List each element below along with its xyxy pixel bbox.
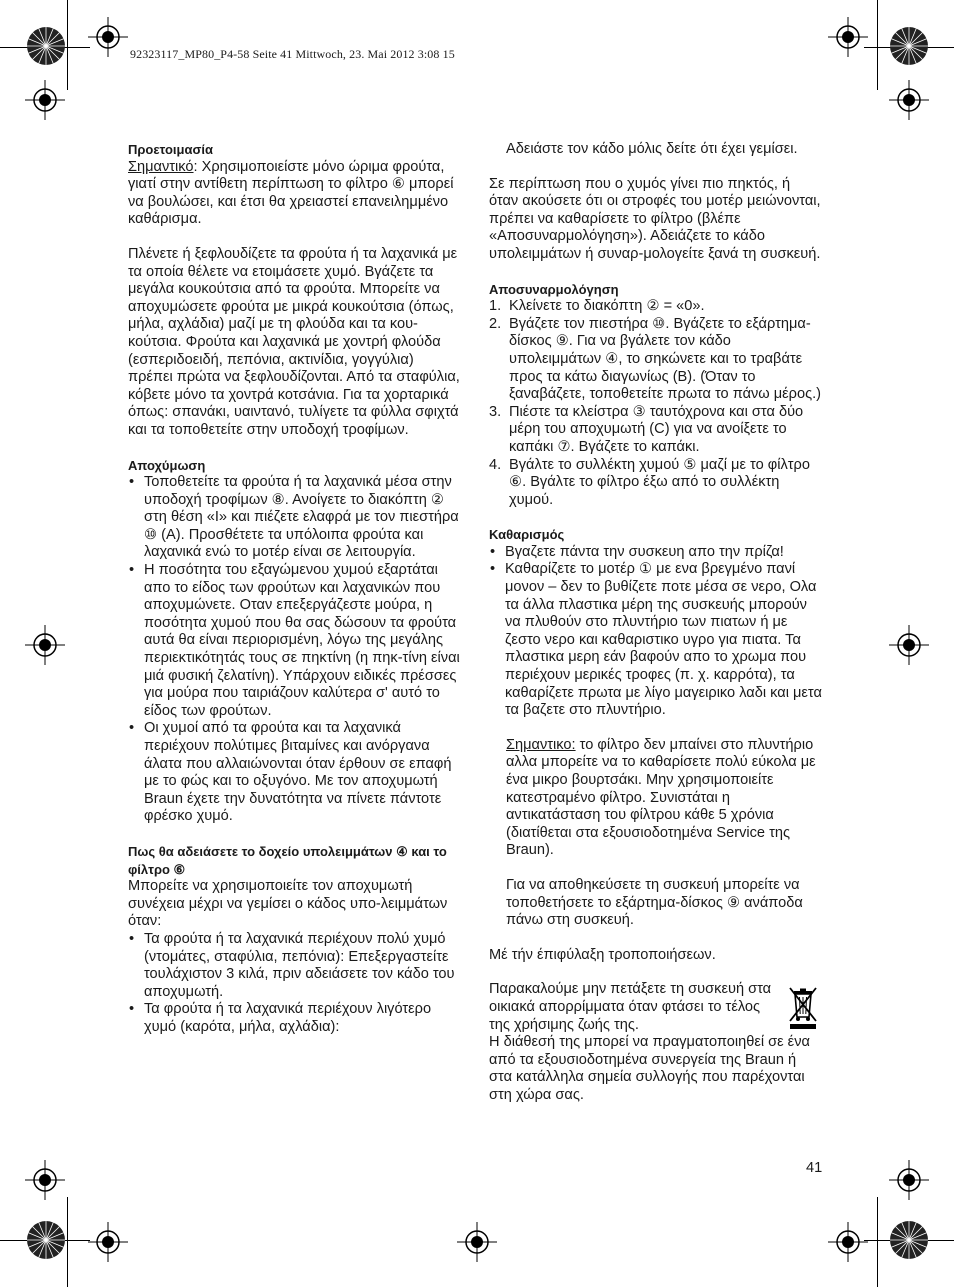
section-heading-emptying: Πως θα αδειάσετε το δοχείο υπολειμμάτων ④ και το φίλτρο ⑥: [128, 843, 447, 877]
registration-mark-icon: [889, 625, 929, 665]
section-heading-preparation: Προετοιμασία: [128, 142, 213, 157]
left-column: [128, 141, 460, 1054]
emptying-intro: Μπορείτε να χρησιμοποιείτε τον αποχυμωτή συνέχεια μέχρι να γεμίσει ο κάδος υπο-λειμμάτων όταν:: [128, 878, 448, 930]
preparation-important: [128, 159, 460, 229]
subject-to-change: Μέ τήν έπιφύλαξη τροποποιήσεων.: [489, 946, 716, 963]
disposal-text-2: Η διάθεσή της μπορεί να πραγματοποιηθεί σε ένα από τα εξουσιοδοτημένα συνεργεία της Braun ή στα κατάλληλα σημεία συλλογής που παρέχονται στη χώρα σας.: [489, 1034, 810, 1103]
print-slug: 92323117_MP80_P4-58 Seite 41 Mittwoch, 23. Mai 2012 3:08 15: [130, 47, 455, 61]
registration-mark-icon: [88, 1222, 128, 1262]
registration-mark-icon: [889, 1160, 929, 1200]
disposal-text-1: Παρακαλούμε μην πετάξετε τη συσκευή στα οικιακά απορρίμματα όταν φτάσει το τέλος της χρήσιμης ζωής της.: [489, 981, 772, 1033]
registration-mark-icon: [25, 625, 65, 665]
list-item: • Καθαρίζετε το μοτέρ ① με ενα βρεγμένο πανί μονον – δεν το βυθίζετε ποτε μέσα σε νερο, Ολα τα άλλα πλαστικα μέρη της συσκευής μπορούν να πλυθούν στο πλυντήριο των πιατων ή με ζεστο νερο και καθαριστικο υγρο για πιατα. Τα πλαστικα μερη εάν βαφούν απο το χρωμα που περιέχουν μερικές τροφες (π. χ. καρρότα), τα καθαρίζετε πρωτα με λίγο μαγειρικο λαδι και μετα τα βαζετε στο πλυντήριο.: [489, 561, 823, 719]
starburst-mark-icon: [889, 26, 929, 66]
list-item: [489, 316, 823, 404]
list-item: • Τα φρούτα ή τα λαχανικά περιέχουν λιγότερο χυμό (καρότα, μήλα, αχλάδια):: [128, 1001, 460, 1036]
starburst-mark-icon: [26, 26, 66, 66]
crop-mark: [877, 0, 878, 90]
important-text: το φίλτρο δεν μπαίνει στο πλυντήριο αλλα μπορείτε να το καθαρίσετε πολύ εύκολα με ένα μικρο βουρτσάκι. Μην χρησιμοποιείτε κατεστραμένο φίλτρο. Συνιστάται η αντικατάσταση του φίλτρου κάθε 5 χρόνια (διατίθεται στα εξουσιοδοτημένα Service της Braun).: [506, 736, 816, 859]
thick-juice-paragraph: Σε περίπτωση που ο χυμός γίνει πιο πηκτός, ή όταν ακούσετε ότι οι στροφές του μοτέρ μειώνονται, πρέπει να καθαρίσετε το φίλτρο (βλέπε «Αποσυναρμολόγηση»). Αδειάζετε το κάδο υπολειμμάτων ή συναρ-μολογείτε ξανά τη συσκευή.: [489, 175, 821, 262]
emptying-list: [128, 931, 460, 1037]
step-text: Βγάζετε τον πιεστήρα ⑩. Βγάζετε το εξάρτημα-δίσκος ⑨. Για να βγάλετε τον κάδο υπολειμμάτων ④, το σηκώνετε και το τραβάτε προς τα κάτω διαγωνίως (B). (Όταν το ξαναβάζετε, τοποθετείτε πρωτα το πάνω μέρος.): [509, 315, 822, 403]
list-item: • Τα φρούτα ή τα λαχανικά περιέχουν πολύ χυμό (ντομάτες, σταφύλια, πεπόνια): Επεξεργαστείτε τουλάχιστον 3 κιλά, πριν αδειάσετε τον κάδο του αποχυμωτή.: [128, 931, 460, 1001]
registration-mark-icon: [88, 17, 128, 57]
crop-mark: [67, 0, 68, 90]
registration-mark-icon: [457, 1222, 497, 1262]
step-number: 3.: [489, 403, 502, 420]
step-text: Κλείνετε το διακόπτη ② = «0».: [509, 298, 705, 315]
emptying-continued: Αδειάστε τον κάδο μόλις δείτε ότι έχει γεμίσει.: [506, 141, 798, 157]
filter-important: [489, 737, 823, 860]
preparation-paragraph: Πλένετε ή ξεφλουδίζετε τα φρούτα ή τα λαχανικά με τα οποία θέλετε να ετοιμάσετε χυμό. Βγάζετε τα μεγάλα κουκούτσια από τα φρούτα. Μπορείτε να αποχυμώσετε φρούτα με μικρά κουκούτσια (όπως, μήλα, αχλάδια) μαζί με τη φλούδα και τα κου-κούτσια. Φρούτα και λαχανικά με χοντρή φλούδα (εσπεριδοειδή, πεπόνια, ακτινίδια, γογγύλια) πρέπει πρώτα να ξεφλουδίζονται. Από τα σταφύλια, κόβετε μόνο τα χοντρά κοτσάνια. Για τα χορταρικά όπως: σπανάκι, υαιντανό, τυλίγετε τα φύλλα σφιχτά και τα τοποθετείτε στην υποδοχή τροφίμων.: [128, 245, 460, 438]
list-item: [489, 298, 823, 316]
registration-mark-icon: [828, 1222, 868, 1262]
list-item: [489, 404, 823, 457]
step-text: Πιέστε τα κλείστρα ③ ταυτόχρονα και στα δύο μέρη του αποχυμωτή (C) για να ανοίξετε το καπάκι ⑦. Βγάζετε το καπάκι.: [509, 403, 804, 455]
disassembly-steps: [489, 298, 823, 509]
storage-paragraph: Για να αποθηκεύσετε τη συσκευή μπορείτε να τοποθετήσετε το εξάρτημα-δίσκος ⑨ ανάποδα πάνω στη συσκευή.: [506, 876, 803, 929]
crop-mark: [67, 1197, 68, 1287]
section-heading-juicing: Αποχύμωση: [128, 457, 206, 473]
crossed-out-wheelie-bin-icon: [783, 983, 823, 1031]
important-label: Σημαντικό: [128, 158, 194, 175]
registration-mark-icon: [889, 80, 929, 120]
page-number: 41: [806, 1160, 823, 1176]
registration-mark-icon: [25, 80, 65, 120]
step-number: 2.: [489, 315, 502, 332]
section-heading-cleaning: Καθαρισμός: [489, 527, 565, 543]
disposal-notice: [489, 981, 823, 1034]
important-text: : Χρησιμοποιείστε μόνο ώριμα φρούτα, γιατί στην αντίθετη περίπτωση το φίλτρο ⑥ μπορεί να βουλώσει, και έτσι θα χρειαστεί επανειλημμένο καθάρισμα.: [128, 158, 454, 228]
list-item: • Βγαζετε πάντα την συσκευη απο την πρίζα!: [489, 544, 823, 562]
right-column: [489, 141, 823, 1105]
starburst-mark-icon: [26, 1220, 66, 1260]
step-text: Βγάλτε το συλλέκτη χυμού ⑤ μαζί με το φίλτρο ⑥. Βγάλτε το φίλτρο έξω από το συλλέκτη χυμού.: [509, 456, 810, 508]
important-label: Σημαντικο:: [506, 736, 576, 753]
crop-mark: [877, 1197, 878, 1287]
list-item: • Τοποθετείτε τα φρούτα ή τα λαχανικά μέσα στην υποδοχή τροφίμων ⑧. Ανοίγετε το διακόπτη ② στη θέση «I» και πιέζετε ελαφρά με τον πιεστήρα ⑩ (A). Προσθέτετε τα υπόλοιπα φρούτα και λαχανικά ενώ το μοτέρ είναι σε λειτουργία.: [128, 474, 460, 562]
registration-mark-icon: [828, 17, 868, 57]
list-item: • Οι χυμοί από τα φρούτα και τα λαχανικά περιέχουν πολύτιμες βιταμίνες και ανόργανα άλατα που αλλαιώνονται όταν έρθουν σε επαφή με το φώς και το οξυγόνο. Με τον αποχυμωτή Braun έχετε την δυνατότητα να πίνετε πάντοτε φρέσκο χυμό.: [128, 720, 460, 826]
starburst-mark-icon: [889, 1220, 929, 1260]
cleaning-list: [489, 544, 823, 720]
step-number: 4.: [489, 456, 502, 473]
registration-mark-icon: [25, 1160, 65, 1200]
juicing-list: [128, 474, 460, 826]
list-item: [489, 457, 823, 510]
section-heading-disassembly: Αποσυναρμολόγηση: [489, 281, 619, 297]
step-number: 1.: [489, 298, 502, 315]
list-item: • Η ποσότητα του εξαγώμενου χυμού εξαρτάται απο το είδος των φρούτων και λαχανικών που αποχυμώνετε. Οταν επεξεργάζεστε μούρα, η ποσότητα χυμού που θα σας δώσουν τα φρούτα αυτά θα είναι περιορισμένη, λόγω της μεγάλης περιεκτικότητάς τους σε πηκτίνη (η πηκ-τίνη είναι μιά φυσική ζελατίνη). Υπάρχουν ειδικές πρέσσες για μούρα που ταιριάζουν καλύτερα σ' αυτό το είδος των φρούτων.: [128, 562, 460, 720]
